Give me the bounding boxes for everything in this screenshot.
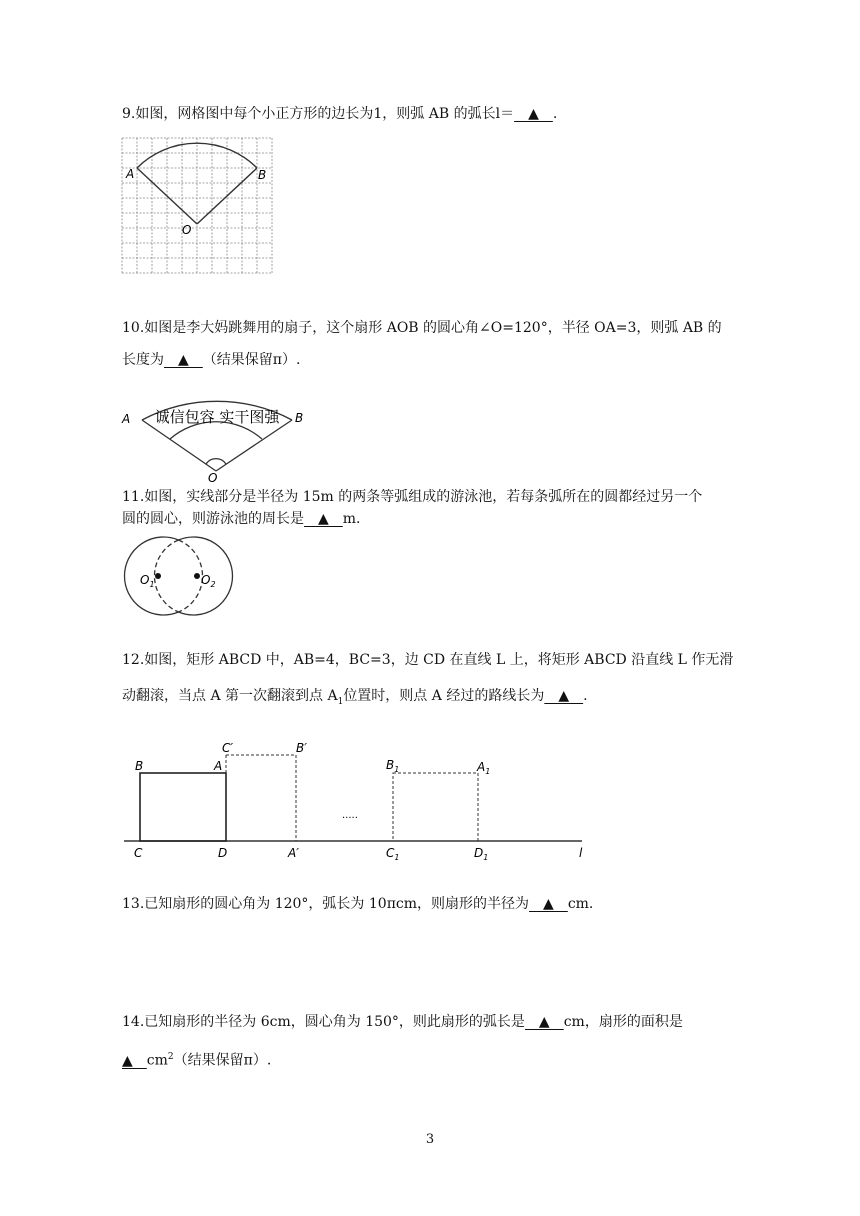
q12-rect-a1b1c1d1: [393, 773, 478, 841]
q12-line2-b: 位置时，则点 A 经过的路线长为: [343, 688, 545, 704]
q13-text-b: cm.: [567, 896, 594, 912]
question-11-line-1: [122, 487, 702, 507]
q9-grid-figure: [118, 134, 278, 280]
q12-label-d: D: [218, 846, 228, 860]
q10-line2-a: 长度为: [122, 352, 164, 368]
q12-line2-a: 动翻滚，当点 A 第一次翻滚到点 A: [122, 688, 338, 704]
q12-label-d1: $D_1$: [474, 846, 489, 862]
q10-fan-figure: [118, 378, 314, 482]
q12-line2-sub: 1: [337, 696, 344, 707]
q13-text-a: 13.已知扇形的圆心角为 120°，弧长为 10πcm，则扇形的半径为: [122, 896, 530, 912]
q12-dots: .....: [342, 810, 358, 821]
q13-answer-blank: ▲: [529, 896, 568, 912]
q10-label-a: A: [122, 412, 131, 426]
q12-rect-abcd: [140, 773, 226, 841]
q12-label-b1: $B_1$: [386, 758, 400, 774]
q10-fan-text: 诚信包容 实干图强: [154, 408, 280, 426]
question-9: [122, 104, 557, 124]
q9-label-b: B: [258, 168, 267, 182]
q9-text-a: 9.如图，网格图中每个小正方形的边长为: [122, 106, 374, 122]
q11-pool-figure: [118, 532, 240, 620]
q9-answer-blank: ▲: [514, 106, 553, 122]
q9-text-b: ，则弧 AB 的弧长: [382, 106, 496, 122]
q12-line1: 12.如图，矩形 ABCD 中，AB=4，BC=3，边 CD 在直线 L 上，将矩形 ABCD 沿直线 L 作无滑: [122, 652, 734, 668]
q12-answer-blank: ▲: [544, 688, 584, 704]
q11-left-solid-arc: [125, 537, 179, 615]
q14-answer-blank-2: ▲: [122, 1052, 147, 1069]
q10-line1: 10.如图是李大妈跳舞用的扇子，这个扇形 AOB 的圆心角∠O=120°，半径 OA=3，则弧 AB 的: [122, 320, 722, 336]
question-14-line-1: [122, 1012, 683, 1032]
question-10-line-1: [122, 318, 722, 338]
q11-line2-b: m.: [342, 511, 361, 527]
q11-center-o2: [194, 573, 200, 579]
q11-label-o1: $O_1$: [140, 573, 155, 589]
q9-one: 1: [373, 106, 383, 122]
q9-label-a: A: [126, 167, 135, 181]
q14-line2-b: cm: [146, 1052, 168, 1069]
q10-label-b: B: [295, 411, 304, 425]
q12-rolling-rectangle-figure: [120, 736, 600, 864]
question-14-line-2: [122, 1047, 271, 1071]
q11-line1: 11.如图，实线部分是半径为 15m 的两条等弧组成的游泳池，若每条弧所在的圆都经过另一个: [122, 489, 703, 505]
question-13: [122, 894, 593, 914]
q12-label-a: A: [214, 759, 223, 773]
q10-label-o: O: [208, 471, 218, 482]
question-10-line-2: [122, 350, 300, 370]
q10-handle-arc: [206, 459, 226, 464]
q14-line1-b: cm，扇形的面积是: [563, 1014, 683, 1030]
q12-label-a1: $A_1$: [477, 760, 491, 776]
q11-line2-a: 圆的圆心，则游泳池的周长是: [122, 511, 304, 527]
q14-answer-blank-1: ▲: [524, 1014, 564, 1030]
question-11-line-2: [122, 509, 361, 529]
q10-answer-blank: ▲: [164, 352, 203, 368]
q9-label-o: O: [182, 223, 192, 237]
q9-end: .: [552, 106, 558, 122]
q12-label-c1: $C_1$: [386, 846, 400, 862]
q11-center-o1: [155, 573, 161, 579]
q10-edge-ob: [216, 420, 292, 471]
q11-label-o2: $O_2$: [201, 573, 216, 589]
q12-end: .: [583, 688, 588, 704]
q12-label-c-prime: C′: [222, 741, 234, 755]
q9-l-eq: l＝: [495, 106, 515, 122]
q12-label-l: l: [579, 846, 583, 860]
q10-edge-oa: [142, 420, 216, 471]
q12-label-b: B: [135, 759, 144, 773]
question-12-line-2: [122, 686, 588, 712]
q12-label-a-prime: A′: [288, 846, 299, 860]
q12-label-c: C: [134, 846, 143, 860]
q10-line2-b: （结果保留π）.: [202, 352, 301, 368]
q14-sup: 2: [167, 1052, 174, 1062]
q12-rotated-rect: [226, 755, 296, 841]
q12-label-b-prime: B′: [296, 741, 307, 755]
q14-line2-c: （结果保留π）.: [173, 1052, 272, 1069]
q11-answer-blank: ▲: [304, 511, 343, 527]
question-12-line-1: [122, 650, 733, 670]
q14-line1-a: 14.已知扇形的半径为 6cm，圆心角为 150°，则此扇形的弧长是: [122, 1014, 525, 1030]
page-number: 3: [425, 1132, 435, 1147]
